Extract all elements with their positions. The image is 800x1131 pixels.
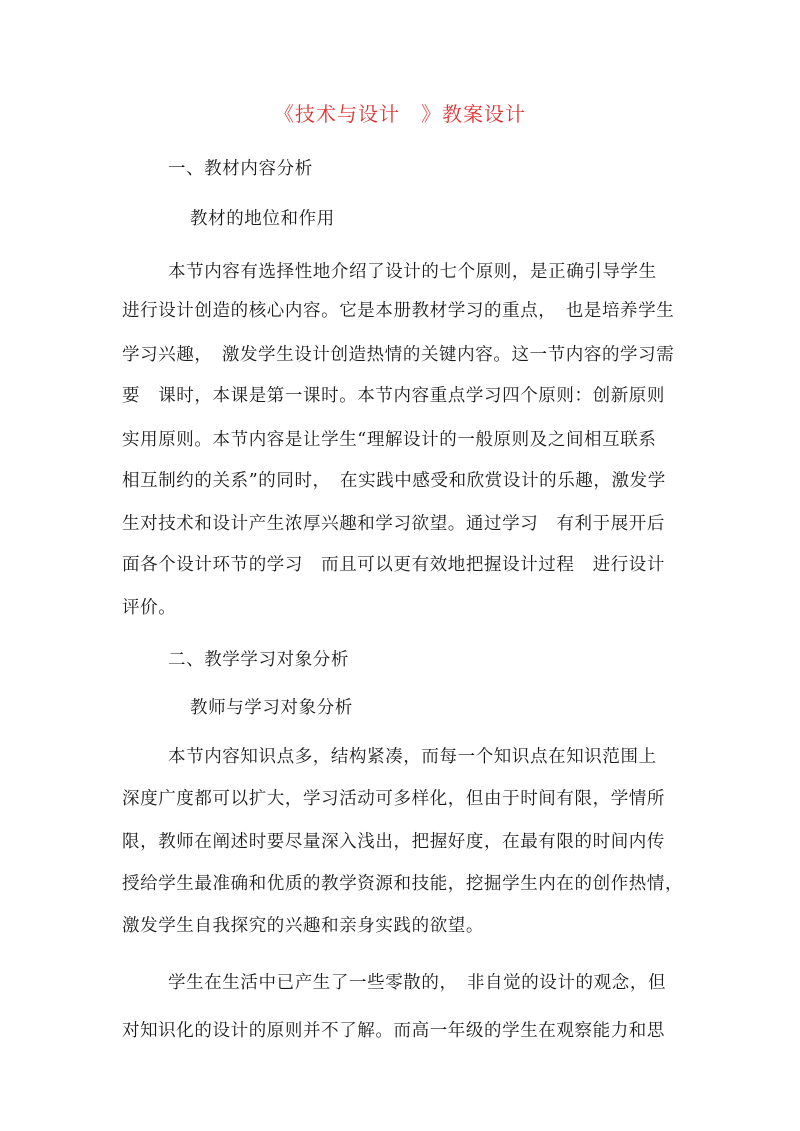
paragraph-line: 深度广度都可以扩大，学习活动可多样化，但由于时间有限，学情所 — [122, 789, 665, 809]
paragraph-line: 相互制约的关系”的同时， 在实践中感受和欣赏设计的乐趣，激发学 — [122, 471, 666, 491]
paragraph-line: 限，教师在阐述时要尽量深入浅出，把握好度，在最有限的时间内传 — [122, 832, 665, 852]
document-title: 《技术与设计 》教案设计 — [274, 102, 526, 126]
paragraph-line: 本节内容知识点多，结构紧凑，而每一个知识点在知识范围上 — [168, 747, 657, 767]
paragraph-line: 实用原则。本节内容是让学生“理解设计的一般原则及之间相互联系 — [122, 430, 657, 450]
paragraph-line: 评价。 — [122, 598, 177, 618]
paragraph-line: 进行设计创造的核心内容。它是本册教材学习的重点， 也是培养学生 — [122, 301, 675, 321]
paragraph-line: 要 课时，本课是第一课时。本节内容重点学习四个原则：创新原则 — [122, 386, 665, 406]
paragraph-line: 生对技术和设计产生浓厚兴趣和学习欲望。通过学习 有利于展开后 — [122, 514, 665, 534]
paragraph-line: 激发学生自我探究的兴趣和亲身实践的欲望。 — [122, 916, 484, 936]
section-heading: 二、教学学习对象分析 — [168, 650, 349, 670]
section-heading: 一、教材内容分析 — [168, 159, 313, 179]
section-subheading: 教材的地位和作用 — [190, 209, 335, 229]
paragraph-line: 对知识化的设计的原则并不了解。而高一年级的学生在观察能力和思 — [122, 1021, 665, 1041]
paragraph-line: 面各个设计环节的学习 而且可以更有效地把握设计过程 进行设计 — [122, 555, 665, 575]
paragraph-line: 学生在生活中已产生了一些零散的， 非自觉的设计的观念，但 — [168, 973, 667, 993]
section-subheading: 教师与学习对象分析 — [190, 698, 353, 718]
paragraph-line: 授给学生最准确和优质的教学资源和技能，挖掘学生内在的创作热情， — [122, 874, 684, 894]
paragraph-line: 本节内容有选择性地介绍了设计的七个原则，是正确引导学生 — [168, 262, 657, 282]
paragraph-line: 学习兴趣， 激发学生设计创造热情的关键内容。这一节内容的学习需 — [122, 345, 675, 365]
